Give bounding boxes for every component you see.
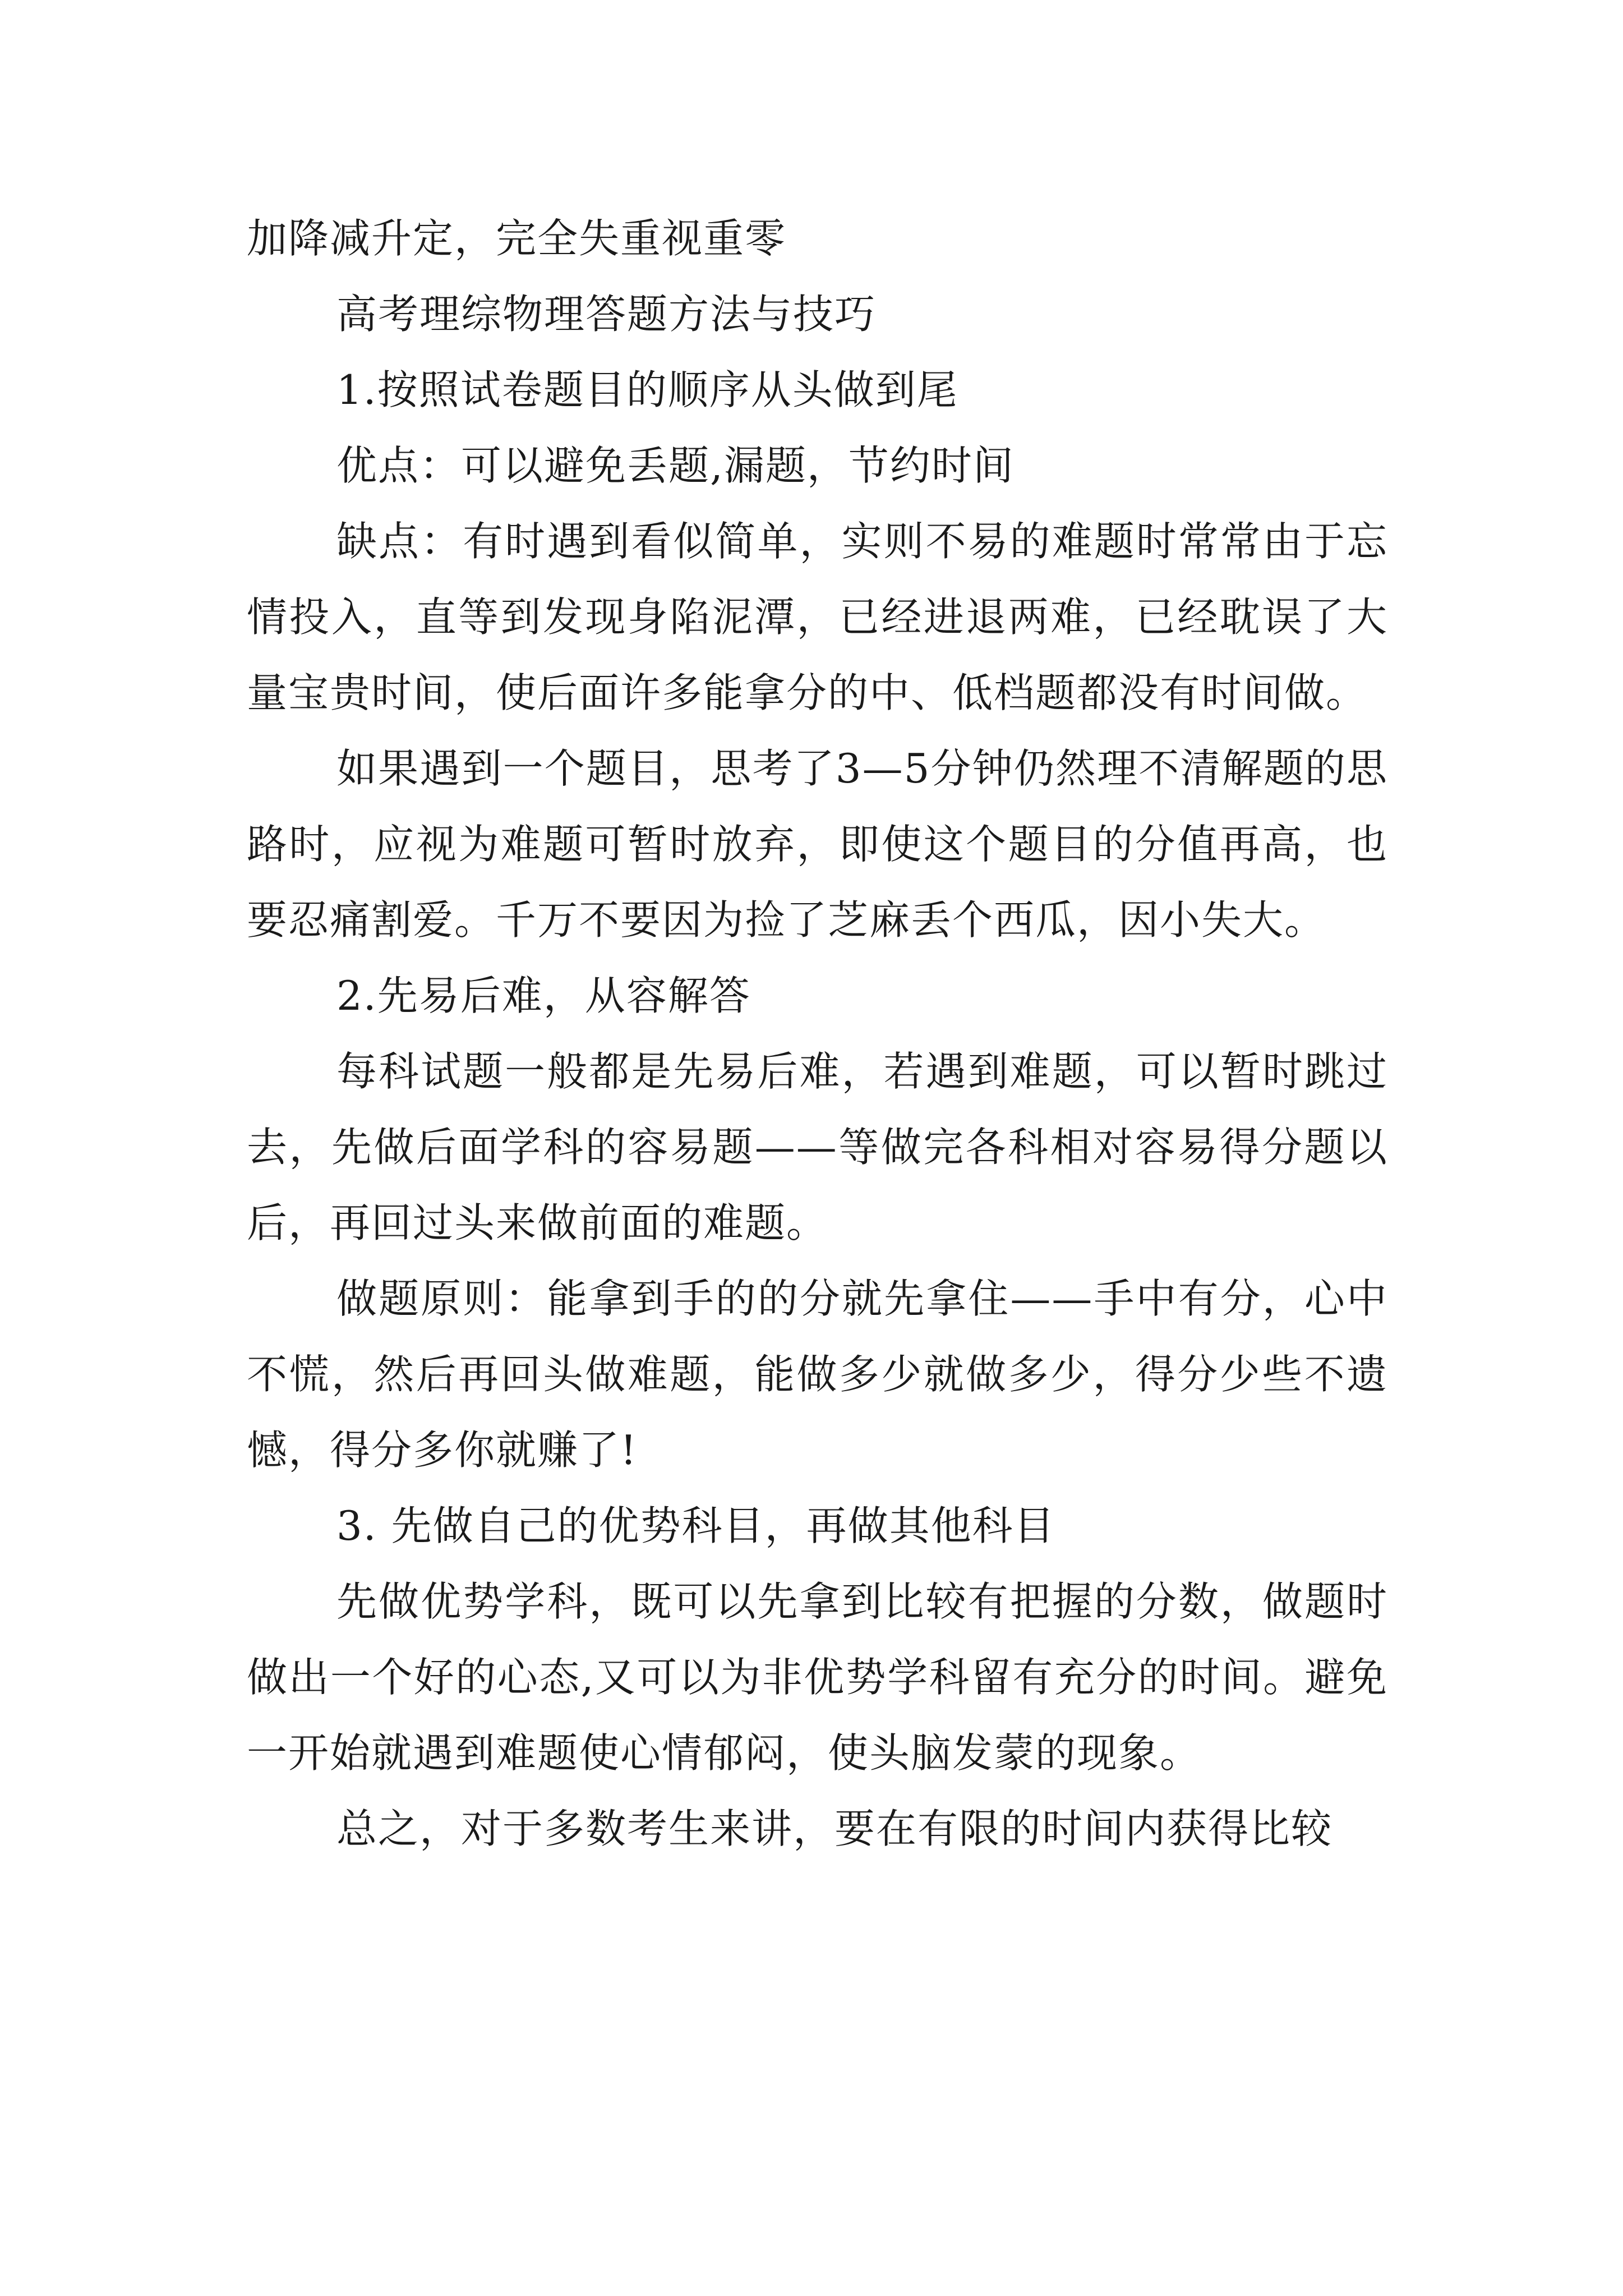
section-heading-physics-tips: 高考理综物理答题方法与技巧 bbox=[336, 291, 877, 338]
paragraph-summary: 总之，对于多数考生来讲，要在有限的时间内获得比较 bbox=[336, 1805, 1333, 1852]
document-body bbox=[247, 201, 1388, 1867]
paragraph-advantages: 优点：可以避免丢题,漏题，节约时间 bbox=[336, 442, 1015, 489]
paragraph-easy-first: 每科试题一般都是先易后难，若遇到难题，可以暂时跳过去，先做后面学科的容易题——等做完各科相对容易得分题以后，再回过头来做前面的难题。 bbox=[247, 1048, 1388, 1246]
paragraph-skip-hard-question: 如果遇到一个题目，思考了3—5分钟仍然理不清解题的思路时，应视为难题可暂时放弃，即使这个题目的分值再高，也要忍痛割爱。千万不要因为捡了芝麻丢个西瓜，因小失大。 bbox=[247, 745, 1388, 944]
paragraph-line-1: 加降减升定，完全失重视重零 bbox=[247, 215, 787, 262]
subheading-2: 2.先易后难，从容解答 bbox=[336, 972, 751, 1019]
paragraph-disadvantages: 缺点：有时遇到看似简单，实则不易的难题时常常由于忘情投入，直等到发现身陷泥潭，已经进退两难，已经耽误了大量宝贵时间，使后面许多能拿分的中、低档题都没有时间做。 bbox=[247, 518, 1388, 716]
paragraph-strong-subject: 先做优势学科，既可以先拿到比较有把握的分数，做题时做出一个好的心态,又可以为非优势学科留有充分的时间。避免一开始就遇到难题使心情郁闷，使头脑发蒙的现象。 bbox=[247, 1578, 1388, 1777]
subheading-3: 3. 先做自己的优势科目，再做其他科目 bbox=[336, 1502, 1055, 1549]
subheading-1: 1.按照试卷题目的顺序从头做到尾 bbox=[336, 366, 958, 413]
paragraph-principle: 做题原则：能拿到手的的分就先拿住——手中有分，心中不慌，然后再回头做难题，能做多少就做多少，得分少些不遗憾，得分多你就赚了! bbox=[247, 1275, 1388, 1474]
